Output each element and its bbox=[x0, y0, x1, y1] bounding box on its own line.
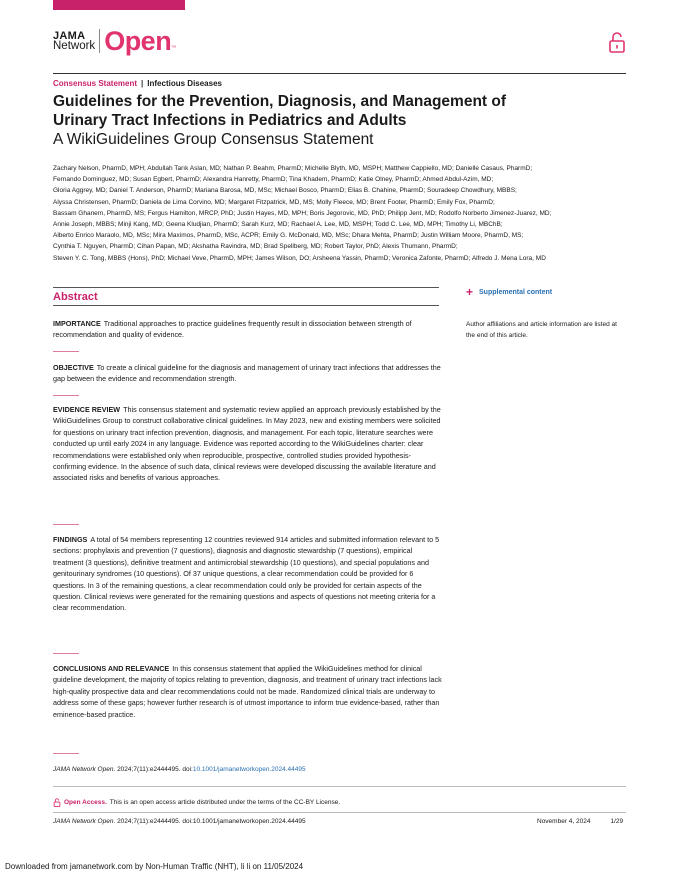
article-subtitle: A WikiGuidelines Group Consensus Statement bbox=[53, 131, 374, 148]
author-affiliations-note: Author affiliations and article information are listed at the end of this article. bbox=[466, 321, 617, 339]
footer-ref: 2024;7(11):e2444495. doi:10.1001/jamanetworkopen.2024.44495 bbox=[115, 818, 306, 825]
jama-network-open-logo[interactable] bbox=[53, 28, 176, 54]
footer-citation bbox=[53, 818, 306, 825]
author-list bbox=[53, 163, 633, 264]
author-line: Fernando Dominguez, MD; Susan Egbert, PharmD; Alexandra Hanretty, PharmD; Tina Khadem, PharmD; Katie Olney, PharmD; Ahmed Abdul-Azim, MD; bbox=[53, 176, 494, 184]
findings-section bbox=[53, 534, 443, 614]
findings-label: FINDINGS bbox=[53, 535, 88, 544]
objective-section bbox=[53, 362, 443, 385]
importance-label: IMPORTANCE bbox=[53, 319, 101, 328]
author-line: Cynthia T. Nguyen, PharmD; Cihan Papan, MD; Akshatha Ravindra, MD; Brad Spellberg, MD; Robert Taylor, PhD; Alexis Thumann, PharmD; bbox=[53, 243, 458, 251]
top-color-bar bbox=[53, 0, 185, 10]
open-access-note bbox=[53, 798, 340, 807]
conclusions-label: CONCLUSIONS AND RELEVANCE bbox=[53, 664, 170, 673]
open-lock-icon bbox=[608, 31, 626, 53]
footer-journal: JAMA Network Open. bbox=[53, 818, 116, 825]
evidence-review-text: This consensus statement and systematic review applied an approach previously established by the WikiGuidelines Group to construct collaborative clinical guidelines. In May 2023, new and existing members were solicited for questions on urinary tract infection prevention, diagnosis, and management. For each topic, literature searches were conducted up until early 2024 in any language. Evidence was reported according to the WikiGuidelines charter: clear recommendations were established only when reproducible, prospective, controlled studies provided hypothesis-confirming evidence. In the absence of such data, clinical reviews were developed discussing the available literature and associated risks and benefits of various approaches. bbox=[53, 405, 441, 483]
logo-divider bbox=[99, 29, 100, 53]
section-divider bbox=[53, 653, 79, 654]
author-line: Alyssa Christensen, PharmD; Daniela de Lima Corvino, MD; Margaret Fitzpatrick, MD, MS; Molly Fleece, MD; Brent Footer, PharmD; Emily Fox, PharmD; bbox=[53, 198, 495, 206]
supplemental-content-label: Supplemental content bbox=[479, 288, 553, 296]
section-divider bbox=[53, 753, 79, 754]
footer-date: November 4, 2024 bbox=[537, 818, 591, 825]
section-separator: | bbox=[141, 79, 144, 88]
open-access-rule bbox=[53, 786, 626, 787]
plus-icon: + bbox=[466, 285, 474, 299]
citation-line bbox=[53, 766, 306, 773]
author-line: Alberto Enrico Maraolo, MD, MSc; Mira Maximos, PharmD, MSc, ACPR; Emily G. McDonald, MD, MSc; Dhara Mehta, PharmD; Justin William Moore, PharmD, MS; bbox=[53, 232, 524, 240]
conclusions-section bbox=[53, 663, 443, 720]
logo-network: Network bbox=[53, 40, 96, 52]
citation-journal: JAMA Network Open. bbox=[53, 766, 116, 773]
header-rule bbox=[53, 73, 626, 74]
open-lock-icon bbox=[53, 798, 61, 807]
importance-section bbox=[53, 318, 443, 341]
section-divider bbox=[53, 524, 79, 525]
logo-jama: JAMA bbox=[53, 30, 86, 42]
evidence-review-section bbox=[53, 404, 443, 484]
logo-open: Open bbox=[104, 26, 172, 56]
abstract-heading: Abstract bbox=[53, 291, 98, 303]
open-access-text: This is an open access article distributed under the terms of the CC-BY License. bbox=[109, 799, 341, 806]
author-line: Gloria Aggrey, MD; Daniel T. Anderson, PharmD; Mariana Barosa, MD, MSc; Michael Bosco, PharmD; Elias B. Chahine, PharmD; Souradeep Chowdhury, MBBS; bbox=[53, 187, 517, 195]
abstract-rule-top bbox=[53, 287, 439, 288]
open-access-label: Open Access. bbox=[64, 799, 107, 806]
page-number: 1/29 bbox=[610, 818, 624, 825]
section-divider bbox=[53, 351, 79, 352]
logo-wordmark bbox=[53, 31, 95, 51]
author-line: Bassam Ghanem, PharmD, MS; Fergus Hamilton, MRCP, PhD; Justin Hayes, MD, MPH; Boris Jegorovic, MD, PhD; Philipp Jent, MD; Rodolfo Norberto Jimenez-Juarez, MD; bbox=[53, 209, 552, 217]
objective-text: To create a clinical guideline for the diagnosis and management of urinary tract infections that addresses the gap between the evidence and recommendation strength. bbox=[53, 363, 441, 384]
supplemental-content-link[interactable] bbox=[466, 287, 552, 297]
findings-text: A total of 54 members representing 12 countries reviewed 914 articles and submitted information relevant to 5 sections: prophylaxis and prevention (7 questions), diagnosis and diagnostic stewardship (7 questions), empirical treatment (3 questions), definitive treatment and antimicrobial stewardship (10 questions), and special populations and genitourinary syndromes (10 questions). Of 37 unique questions, a clear recommendation could be provided for 6 questions. In 3 of the remaining questions, a clear recommendation could only be provided for certain aspects of the question. Clinical reviews were generated for the remaining questions and aspects of questions not meeting criteria for a clear recommendation. bbox=[53, 535, 440, 613]
section-divider bbox=[53, 395, 79, 396]
article-title: Guidelines for the Prevention, Diagnosis, and Management of Urinary Tract Infections in Pediatrics and Adults bbox=[53, 93, 507, 129]
objective-label: OBJECTIVE bbox=[53, 363, 94, 372]
download-note: Downloaded from jamanetwork.com by Non-Human Traffic (NHT), li li on 11/05/2024 bbox=[5, 862, 304, 871]
author-line: Steven Y. C. Tong, MBBS (Hons), PhD; Michael Veve, PharmD, MPH; James Wilson, DO; Arsheena Yassin, PharmD; Veronica Zafonte, PharmD; Alfredo J. Mena Lora, MD bbox=[53, 254, 546, 262]
article-section-line bbox=[53, 79, 222, 88]
citation-doi-link[interactable]: 10.1001/jamanetworkopen.2024.44495 bbox=[192, 766, 306, 773]
author-line: Annie Joseph, MBBS; Minji Kang, MD; Geena Kludjian, PharmD; Sarah Kurz, MD; Rachael A. Lee, MD, MSPH; Todd C. Lee, MD, MPH; Timothy Li, MBChB; bbox=[53, 221, 503, 229]
citation-ref: 2024;7(11):e2444495. doi: bbox=[115, 766, 193, 773]
article-type: Consensus Statement bbox=[53, 79, 138, 88]
logo-trademark: ™ bbox=[171, 45, 177, 51]
article-subject: Infectious Diseases bbox=[147, 79, 222, 88]
importance-text: Traditional approaches to practice guidelines frequently result in dissociation between strength of recommendation and quality of evidence. bbox=[53, 319, 412, 340]
footer-date-page bbox=[537, 818, 623, 825]
footer-rule bbox=[53, 812, 626, 813]
evidence-review-label: EVIDENCE REVIEW bbox=[53, 405, 121, 414]
abstract-rule-bottom bbox=[53, 305, 439, 306]
author-line: Zachary Nelson, PharmD, MPH; Abdullah Tarık Aslan, MD; Nathan P. Beahm, PharmD; Michelle Blyth, MD, MSPH; Matthew Cappiello, MD; Danielle Casaus, PharmD; bbox=[53, 165, 533, 172]
conclusions-text: In this consensus statement that applied the WikiGuidelines method for clinical guideline development, the majority of topics relating to prevention, diagnosis, and treatment of urinary tract infections lack high-quality prospective data and clear recommendations could not be made. Randomized clinical trials are underway to address some of these gaps; however further research is of utmost importance to inform true evidence-based, rather than eminence-based practice. bbox=[53, 664, 442, 719]
